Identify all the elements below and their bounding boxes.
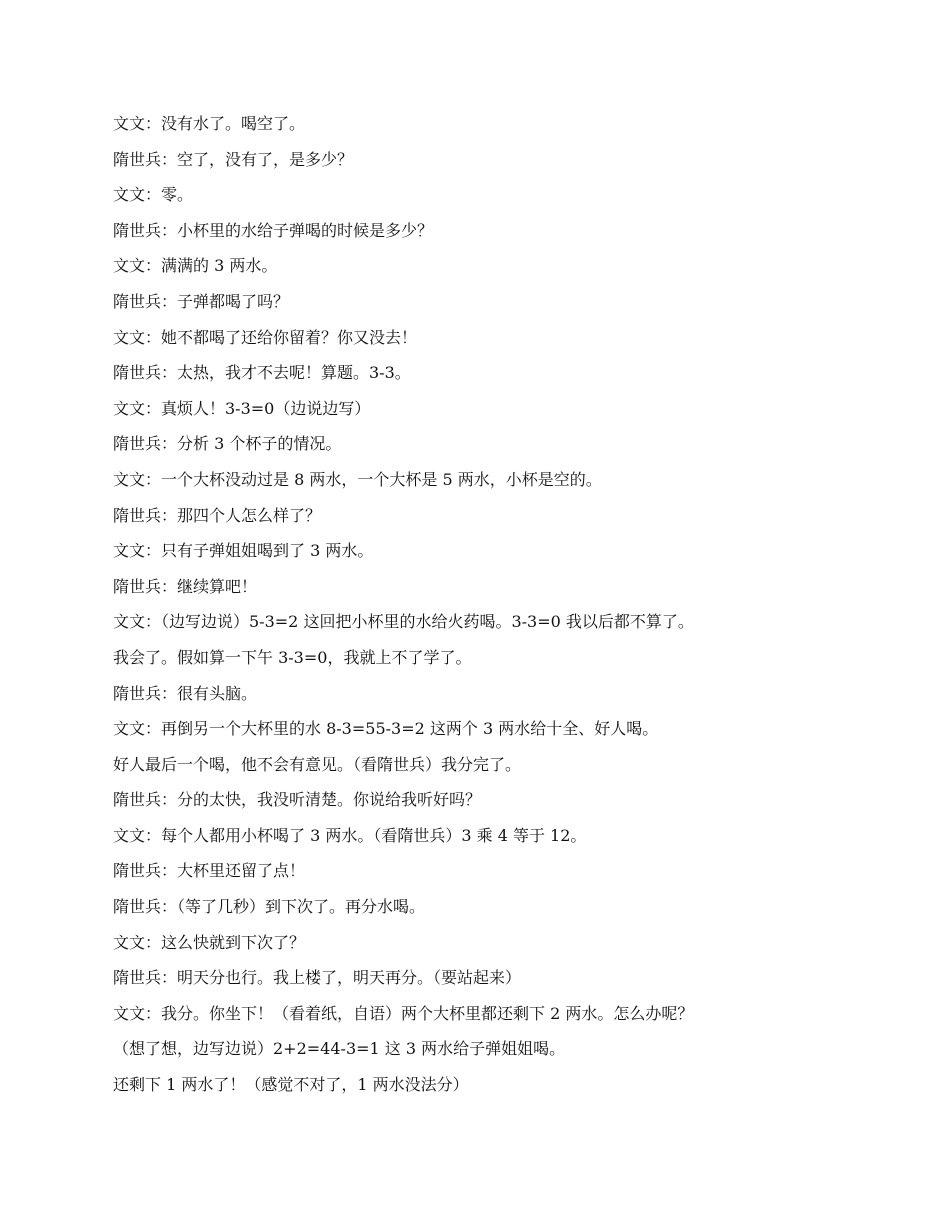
dialogue-line: 文文：只有子弹姐姐喝到了 3 两水。	[113, 541, 374, 561]
dialogue-line: 隋世兵：明天分也行。我上楼了，明天再分。（要站起来）	[113, 968, 522, 988]
dialogue-line: 还剩下 1 两水了！（感觉不对了，1 两水没法分）	[113, 1075, 469, 1095]
dialogue-line: 文文：我分。你坐下！（看着纸，自语）两个大杯里都还剩下 2 两水。怎么办呢？	[113, 1003, 694, 1023]
dialogue-line: 好人最后一个喝，他不会有意见。（看隋世兵）我分完了。	[113, 754, 522, 774]
dialogue-line: 文文：每个人都用小杯喝了 3 两水。（看隋世兵）3 乘 4 等于 12。	[113, 825, 587, 845]
dialogue-line: 文文：满满的 3 两水。	[113, 256, 278, 276]
dialogue-line: 我会了。假如算一下午 3-3=0，我就上不了学了。	[113, 647, 472, 667]
dialogue-line: 文文：她不都喝了还给你留着？你又没去！	[113, 327, 418, 347]
dialogue-line: 隋世兵：继续算吧！	[113, 576, 258, 596]
dialogue-text-block	[113, 110, 843, 1107]
dialogue-line: 隋世兵：那四个人怎么样了？	[113, 505, 322, 525]
dialogue-line: （想了想，边写边说）2+2=44-3=1 这 3 两水给子弹姐姐喝。	[113, 1039, 566, 1059]
dialogue-line: 隋世兵：小杯里的水给子弹喝的时候是多少？	[113, 220, 434, 240]
dialogue-line: 文文：这么快就到下次了？	[113, 932, 306, 952]
dialogue-line: 文文：一个大杯没动过是 8 两水，一个大杯是 5 两水，小杯是空的。	[113, 469, 602, 489]
dialogue-line: 文文：再倒另一个大杯里的水 8-3=55-3=2 这两个 3 两水给十全、好人喝。	[113, 719, 659, 739]
dialogue-line: 隋世兵：子弹都喝了吗？	[113, 291, 290, 311]
dialogue-line: 文文：（边写边说）5-3=2 这回把小杯里的水给火药喝。3-3=0 我以后都不算了。	[113, 612, 694, 632]
dialogue-line: 隋世兵：大杯里还留了点！	[113, 861, 306, 881]
dialogue-line: 隋世兵：空了，没有了，是多少？	[113, 149, 354, 169]
dialogue-line: 文文：零。	[113, 185, 194, 205]
dialogue-line: 隋世兵：（等了几秒）到下次了。再分水喝。	[113, 897, 426, 917]
dialogue-line: 隋世兵：太热，我才不去呢！算题。3-3。	[113, 363, 411, 383]
dialogue-line: 隋世兵：分析 3 个杯子的情况。	[113, 434, 342, 454]
dialogue-line: 文文：没有水了。喝空了。	[113, 114, 306, 133]
dialogue-line: 隋世兵：很有头脑。	[113, 683, 258, 703]
dialogue-line: 文文：真烦人！3-3=0（边说边写）	[113, 398, 371, 418]
dialogue-line: 隋世兵：分的太快，我没听清楚。你说给我听好吗？	[113, 790, 482, 810]
